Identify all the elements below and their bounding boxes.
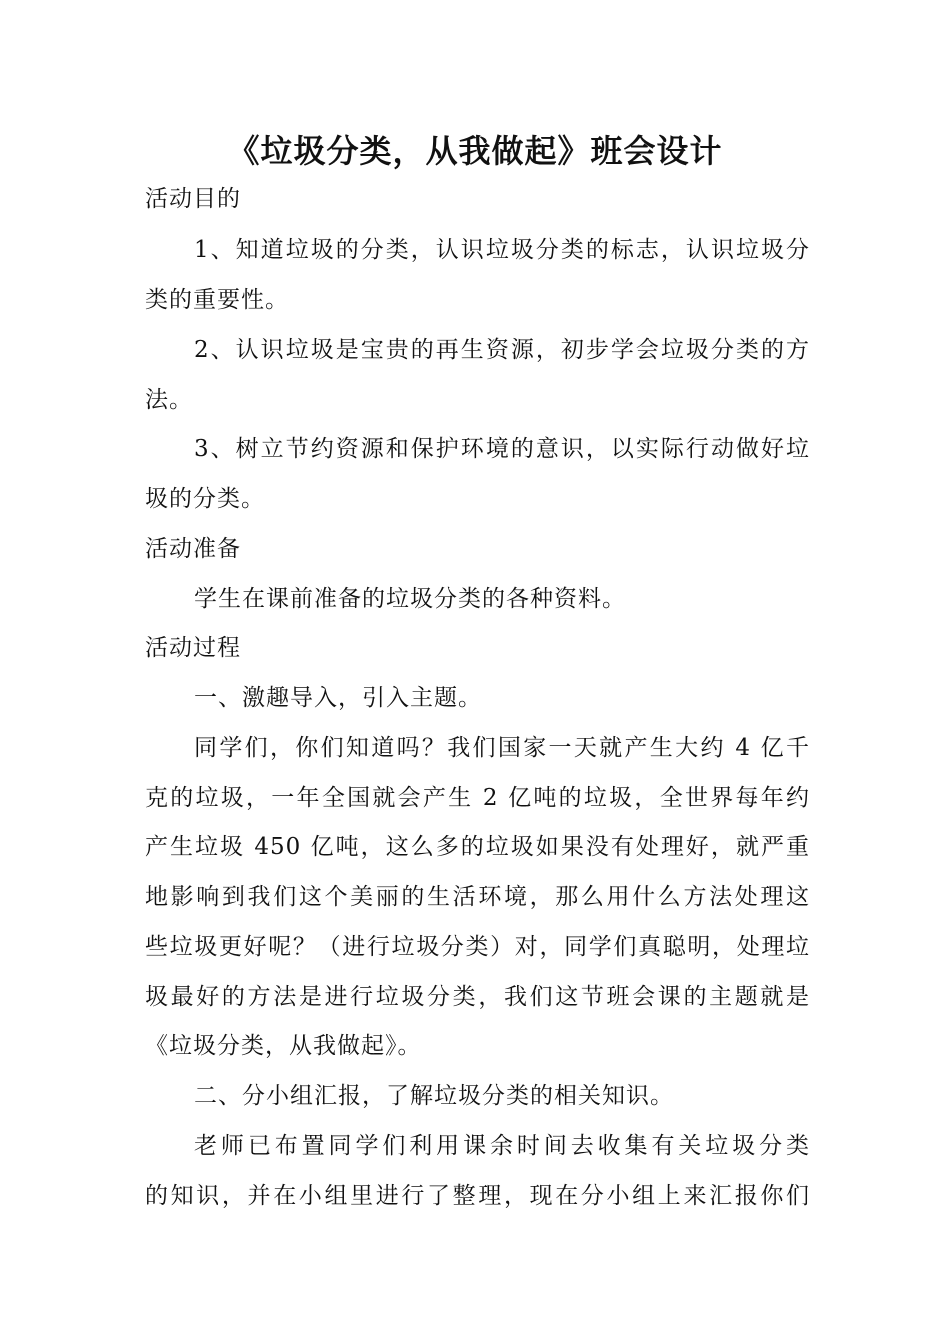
paragraph-line: 《垃圾分类，从我做起》。 [145,1033,422,1059]
page-title: 《垃圾分类，从我做起》班会设计 [227,132,723,170]
subheading-step-two: 二、分小组汇报，了解垃圾分类的相关知识。 [194,1083,674,1109]
paragraph-line: 圾最好的方法是进行垃圾分类，我们这节班会课的主题就是 [145,984,810,1010]
paragraph-line: 3、树立节约资源和保护环境的意识，以实际行动做好垃 [194,436,810,462]
paragraph-line: 些垃圾更好呢？（进行垃圾分类）对，同学们真聪明，处理垃 [145,934,810,960]
paragraph-line: 2、认识垃圾是宝贵的再生资源，初步学会垃圾分类的方 [194,337,810,363]
paragraph-line: 1、知道垃圾的分类，认识垃圾分类的标志，认识垃圾分 [194,237,810,263]
paragraph-line: 的知识，并在小组里进行了整理，现在分小组上来汇报你们 [145,1183,810,1209]
paragraph-line: 学生在课前准备的垃圾分类的各种资料。 [194,586,626,612]
paragraph-line: 克的垃圾，一年全国就会产生 2 亿吨的垃圾，全世界每年约 [145,785,810,811]
paragraph-line: 类的重要性。 [145,287,289,313]
paragraph-line: 地影响到我们这个美丽的生活环境，那么用什么方法处理这 [145,884,810,910]
section-heading-objectives: 活动目的 [145,186,241,212]
paragraph-line: 产生垃圾 450 亿吨，这么多的垃圾如果没有处理好，就严重 [145,834,810,860]
section-heading-process: 活动过程 [145,635,241,661]
paragraph-line: 法。 [145,387,193,413]
paragraph-line: 同学们，你们知道吗？我们国家一天就产生大约 4 亿千 [194,735,810,761]
subheading-step-one: 一、激趣导入，引入主题。 [194,685,482,711]
section-heading-preparation: 活动准备 [145,536,241,562]
paragraph-line: 老师已布置同学们利用课余时间去收集有关垃圾分类 [194,1133,810,1159]
paragraph-line: 圾的分类。 [145,486,265,512]
